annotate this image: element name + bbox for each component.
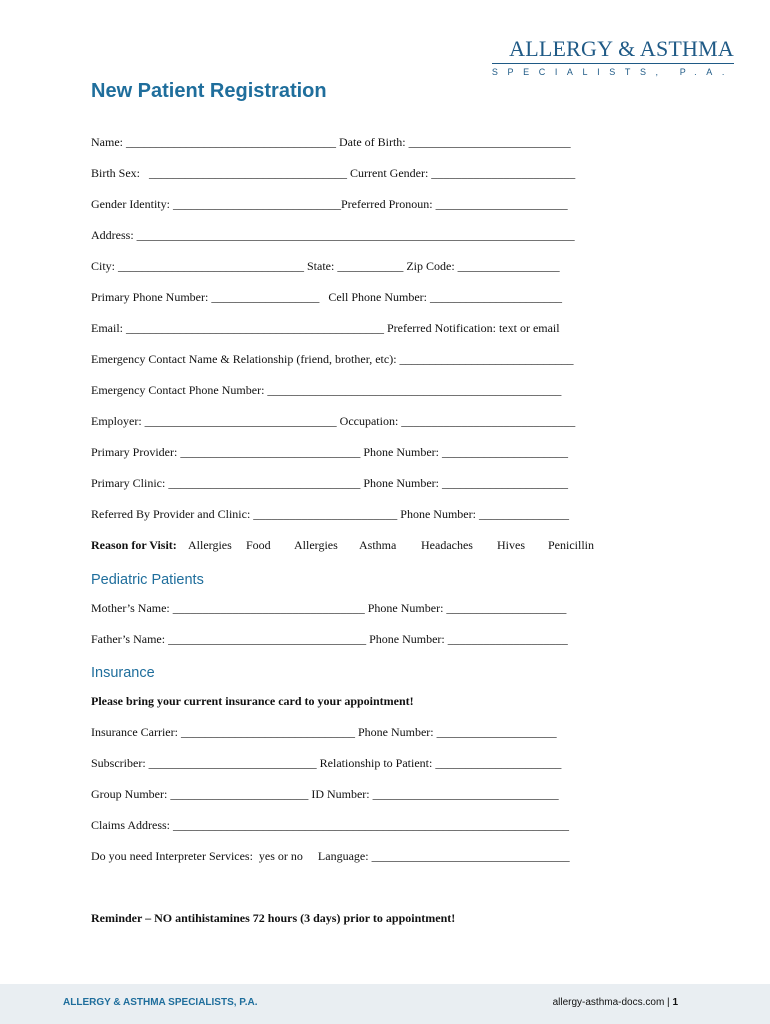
- page-title: New Patient Registration: [91, 80, 327, 102]
- logo-main-text: ALLERGY & ASTHMA: [509, 36, 734, 61]
- reason-option-hives[interactable]: Hives: [497, 538, 525, 552]
- reason-option-food[interactable]: Food: [246, 538, 271, 552]
- insurance-carrier-line[interactable]: Insurance Carrier: _____________________________ Phone Number: ____________________: [91, 725, 557, 739]
- logo-rule: [492, 63, 734, 64]
- reason-option-allergies[interactable]: Allergies: [294, 538, 338, 552]
- reason-label: Reason for Visit:: [91, 538, 177, 552]
- email-line[interactable]: Email: ___________________________________________ Preferred Notification: text or email: [91, 321, 560, 335]
- reason-for-visit-row: [91, 538, 691, 554]
- mother-name-line[interactable]: Mother’s Name: ________________________________ Phone Number: ____________________: [91, 601, 567, 615]
- reason-option-penicillin[interactable]: Penicillin: [548, 538, 594, 552]
- reason-option-headaches[interactable]: Headaches: [421, 538, 473, 552]
- gender-identity-line[interactable]: Gender Identity: ____________________________Preferred Pronoun: ______________________: [91, 197, 568, 211]
- birth-sex-line[interactable]: Birth Sex: _________________________________ Current Gender: ________________________: [91, 166, 576, 180]
- footer-url: allergy-asthma-docs.com |: [552, 997, 673, 1008]
- phone-line[interactable]: Primary Phone Number: __________________ Cell Phone Number: ______________________: [91, 290, 562, 304]
- reminder-text: Reminder – NO antihistamines 72 hours (3 days) prior to appointment!: [91, 911, 456, 925]
- insurance-notice: Please bring your current insurance card to your appointment!: [91, 694, 414, 708]
- pediatric-heading: Pediatric Patients: [91, 572, 204, 588]
- footer-company: ALLERGY & ASTHMA SPECIALISTS, P.A.: [63, 997, 258, 1008]
- father-name-line[interactable]: Father’s Name: _________________________________ Phone Number: ____________________: [91, 632, 568, 646]
- name-dob-line[interactable]: Name: ___________________________________ Date of Birth: ___________________________: [91, 135, 571, 149]
- primary-clinic-line[interactable]: Primary Clinic: ________________________________ Phone Number: _____________________: [91, 476, 568, 490]
- page-number: 1: [672, 997, 678, 1008]
- reason-option-allergies-food[interactable]: Allergies: [188, 538, 232, 552]
- referred-by-line[interactable]: Referred By Provider and Clinic: ________________________ Phone Number: _______________: [91, 507, 569, 521]
- claims-address-line[interactable]: Claims Address: __________________________________________________________________: [91, 818, 570, 832]
- address-line[interactable]: Address: _________________________________________________________________________: [91, 228, 575, 242]
- logo-sub-text: SPECIALISTS, P.A.: [491, 67, 734, 77]
- emergency-phone-line[interactable]: Emergency Contact Phone Number: _________________________________________________: [91, 383, 562, 397]
- subscriber-line[interactable]: Subscriber: ____________________________ Relationship to Patient: _____________________: [91, 756, 562, 770]
- city-state-zip-line[interactable]: City: _______________________________ State: ___________ Zip Code: _________________: [91, 259, 560, 273]
- interpreter-line[interactable]: Do you need Interpreter Services: yes or no Language: _________________________________: [91, 849, 570, 863]
- footer-website: [553, 997, 678, 1008]
- group-number-line[interactable]: Group Number: _______________________ ID Number: _______________________________: [91, 787, 559, 801]
- reason-option-asthma[interactable]: Asthma: [359, 538, 397, 552]
- employer-line[interactable]: Employer: ________________________________ Occupation: _____________________________: [91, 414, 576, 428]
- insurance-heading: Insurance: [91, 665, 155, 681]
- primary-provider-line[interactable]: Primary Provider: ______________________________ Phone Number: _____________________: [91, 445, 568, 459]
- emergency-contact-line[interactable]: Emergency Contact Name & Relationship (friend, brother, etc): _____________________________: [91, 352, 574, 366]
- company-logo: [492, 36, 734, 77]
- page-footer: [0, 984, 770, 1024]
